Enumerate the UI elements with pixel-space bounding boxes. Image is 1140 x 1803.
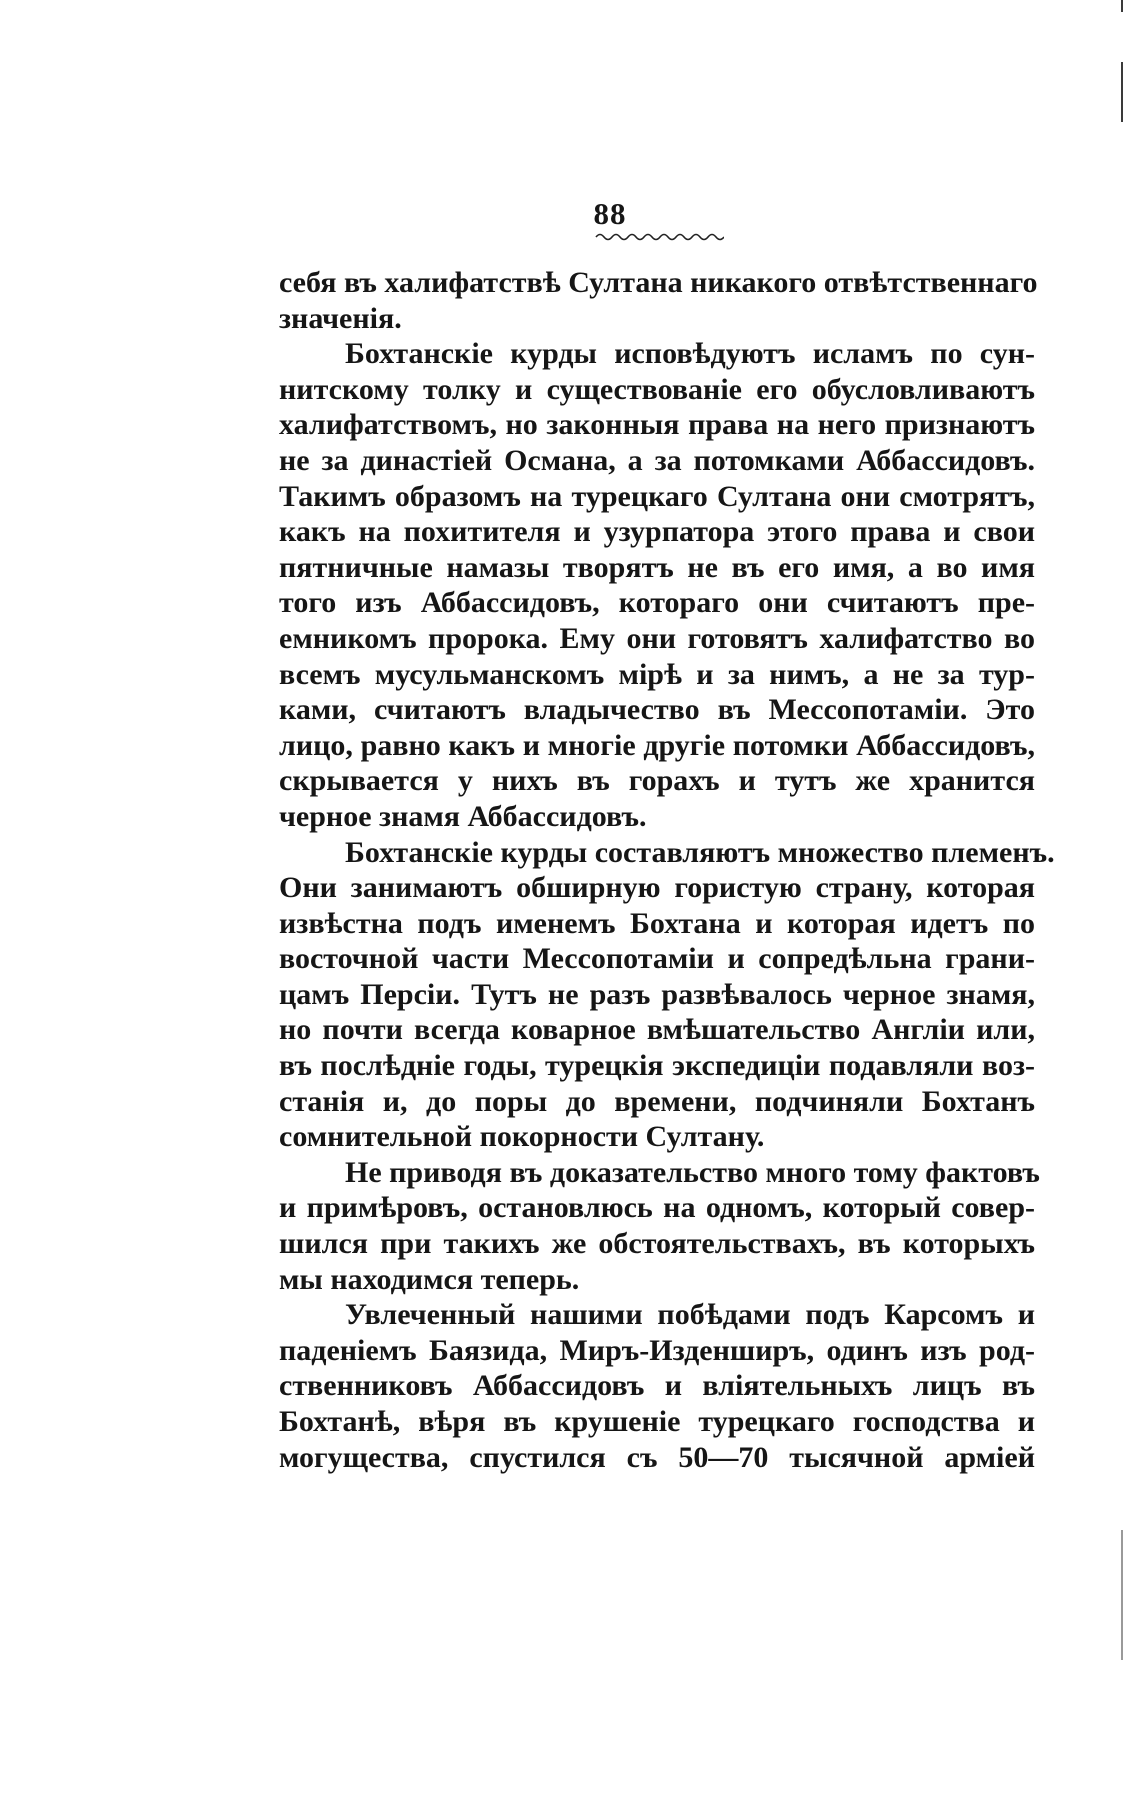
text-line: цамъ Персіи. Тутъ не разъ развѣвалось черное знамя,	[279, 977, 1035, 1011]
text-line: могущества, спустился съ 50—70 тысячной арміей	[279, 1440, 1035, 1474]
text-line: себя въ халифатствѣ Султана никакого отвѣтственнаго	[279, 266, 1038, 299]
text-line: Бохтанѣ, вѣря въ крушеніе турецкаго господства и	[279, 1405, 1035, 1438]
text-line: халифатствомъ, но законныя права на него признаютъ	[279, 408, 1035, 442]
text-line: скрывается у нихъ въ горахъ и тутъ же хранится	[279, 764, 1035, 798]
text-line: но почти всегда коварное вмѣшательство Англіи или,	[279, 1013, 1035, 1047]
scan-edge-mark-lower	[1121, 1530, 1123, 1660]
text-line: шился при такихъ же обстоятельствахъ, въ которыхъ	[279, 1227, 1035, 1261]
text-line: станія и, до поры до времени, подчиняли Бохтанъ	[279, 1084, 1035, 1118]
text-line: мы находимся теперь.	[279, 1262, 580, 1296]
text-line: значенія.	[279, 301, 402, 335]
text-line: сомнительной покорности Султану.	[279, 1120, 765, 1154]
text-line: въ послѣдніе годы, турецкія экспедиціи подавляли воз-	[279, 1049, 1035, 1083]
text-line: паденіемъ Баязида, Миръ-Изденширъ, одинъ изъ род-	[279, 1333, 1035, 1367]
text-line: нитскому толку и существованіе его обусловливаютъ	[279, 372, 1035, 406]
text-line: извѣстна подъ именемъ Бохтана и которая идетъ по	[279, 906, 1035, 940]
text-line: Бохтанскіе курды исповѣдуютъ исламъ по сун-	[345, 337, 1035, 371]
text-line: черное знамя Аббассидовъ.	[279, 799, 647, 833]
text-line: Не приводя въ доказательство много тому фактовъ	[345, 1155, 1040, 1189]
text-line: емникомъ пророка. Ему они готовятъ халифатство во	[279, 621, 1035, 655]
page-number-ornament	[594, 230, 724, 242]
text-line: всемъ мусульманскомъ мірѣ и за нимъ, а не за тур-	[279, 657, 1035, 691]
scan-edge-mark-upper	[1121, 62, 1123, 122]
text-line: того изъ Аббассидовъ, котораго они считаютъ пре-	[279, 586, 1035, 620]
text-line: Бохтанскіе курды составляютъ множество племенъ.	[345, 835, 1055, 869]
text-line: Они занимаютъ обширную гористую страну, которая	[279, 871, 1035, 905]
text-line: не за династіей Османа, а за потомками Аббассидовъ.	[279, 443, 1035, 477]
text-line: ками, считаютъ владычество въ Мессопотаміи. Это	[279, 693, 1035, 727]
body-text	[279, 265, 1055, 1475]
text-line: Увлеченный нашими побѣдами подъ Карсомъ и	[345, 1298, 1035, 1332]
text-line: восточной части Мессопотаміи и сопредѣльна грани-	[279, 942, 1035, 976]
text-line: пятничные намазы творятъ не въ его имя, а во имя	[279, 550, 1035, 584]
text-line: и примѣровъ, остановлюсь на одномъ, который совер-	[279, 1191, 1035, 1225]
page-number: 88	[593, 196, 627, 231]
scan-edge-mark-top	[1121, 0, 1123, 12]
text-line: какъ на похитителя и узурпатора этого права и свои	[279, 515, 1035, 549]
text-line: лицо, равно какъ и многіе другіе потомки Аббассидовъ,	[279, 728, 1035, 762]
text-line: Такимъ образомъ на турецкаго Султана они смотрятъ,	[279, 479, 1035, 513]
text-line: ственниковъ Аббассидовъ и вліятельныхъ лицъ въ	[279, 1369, 1035, 1403]
